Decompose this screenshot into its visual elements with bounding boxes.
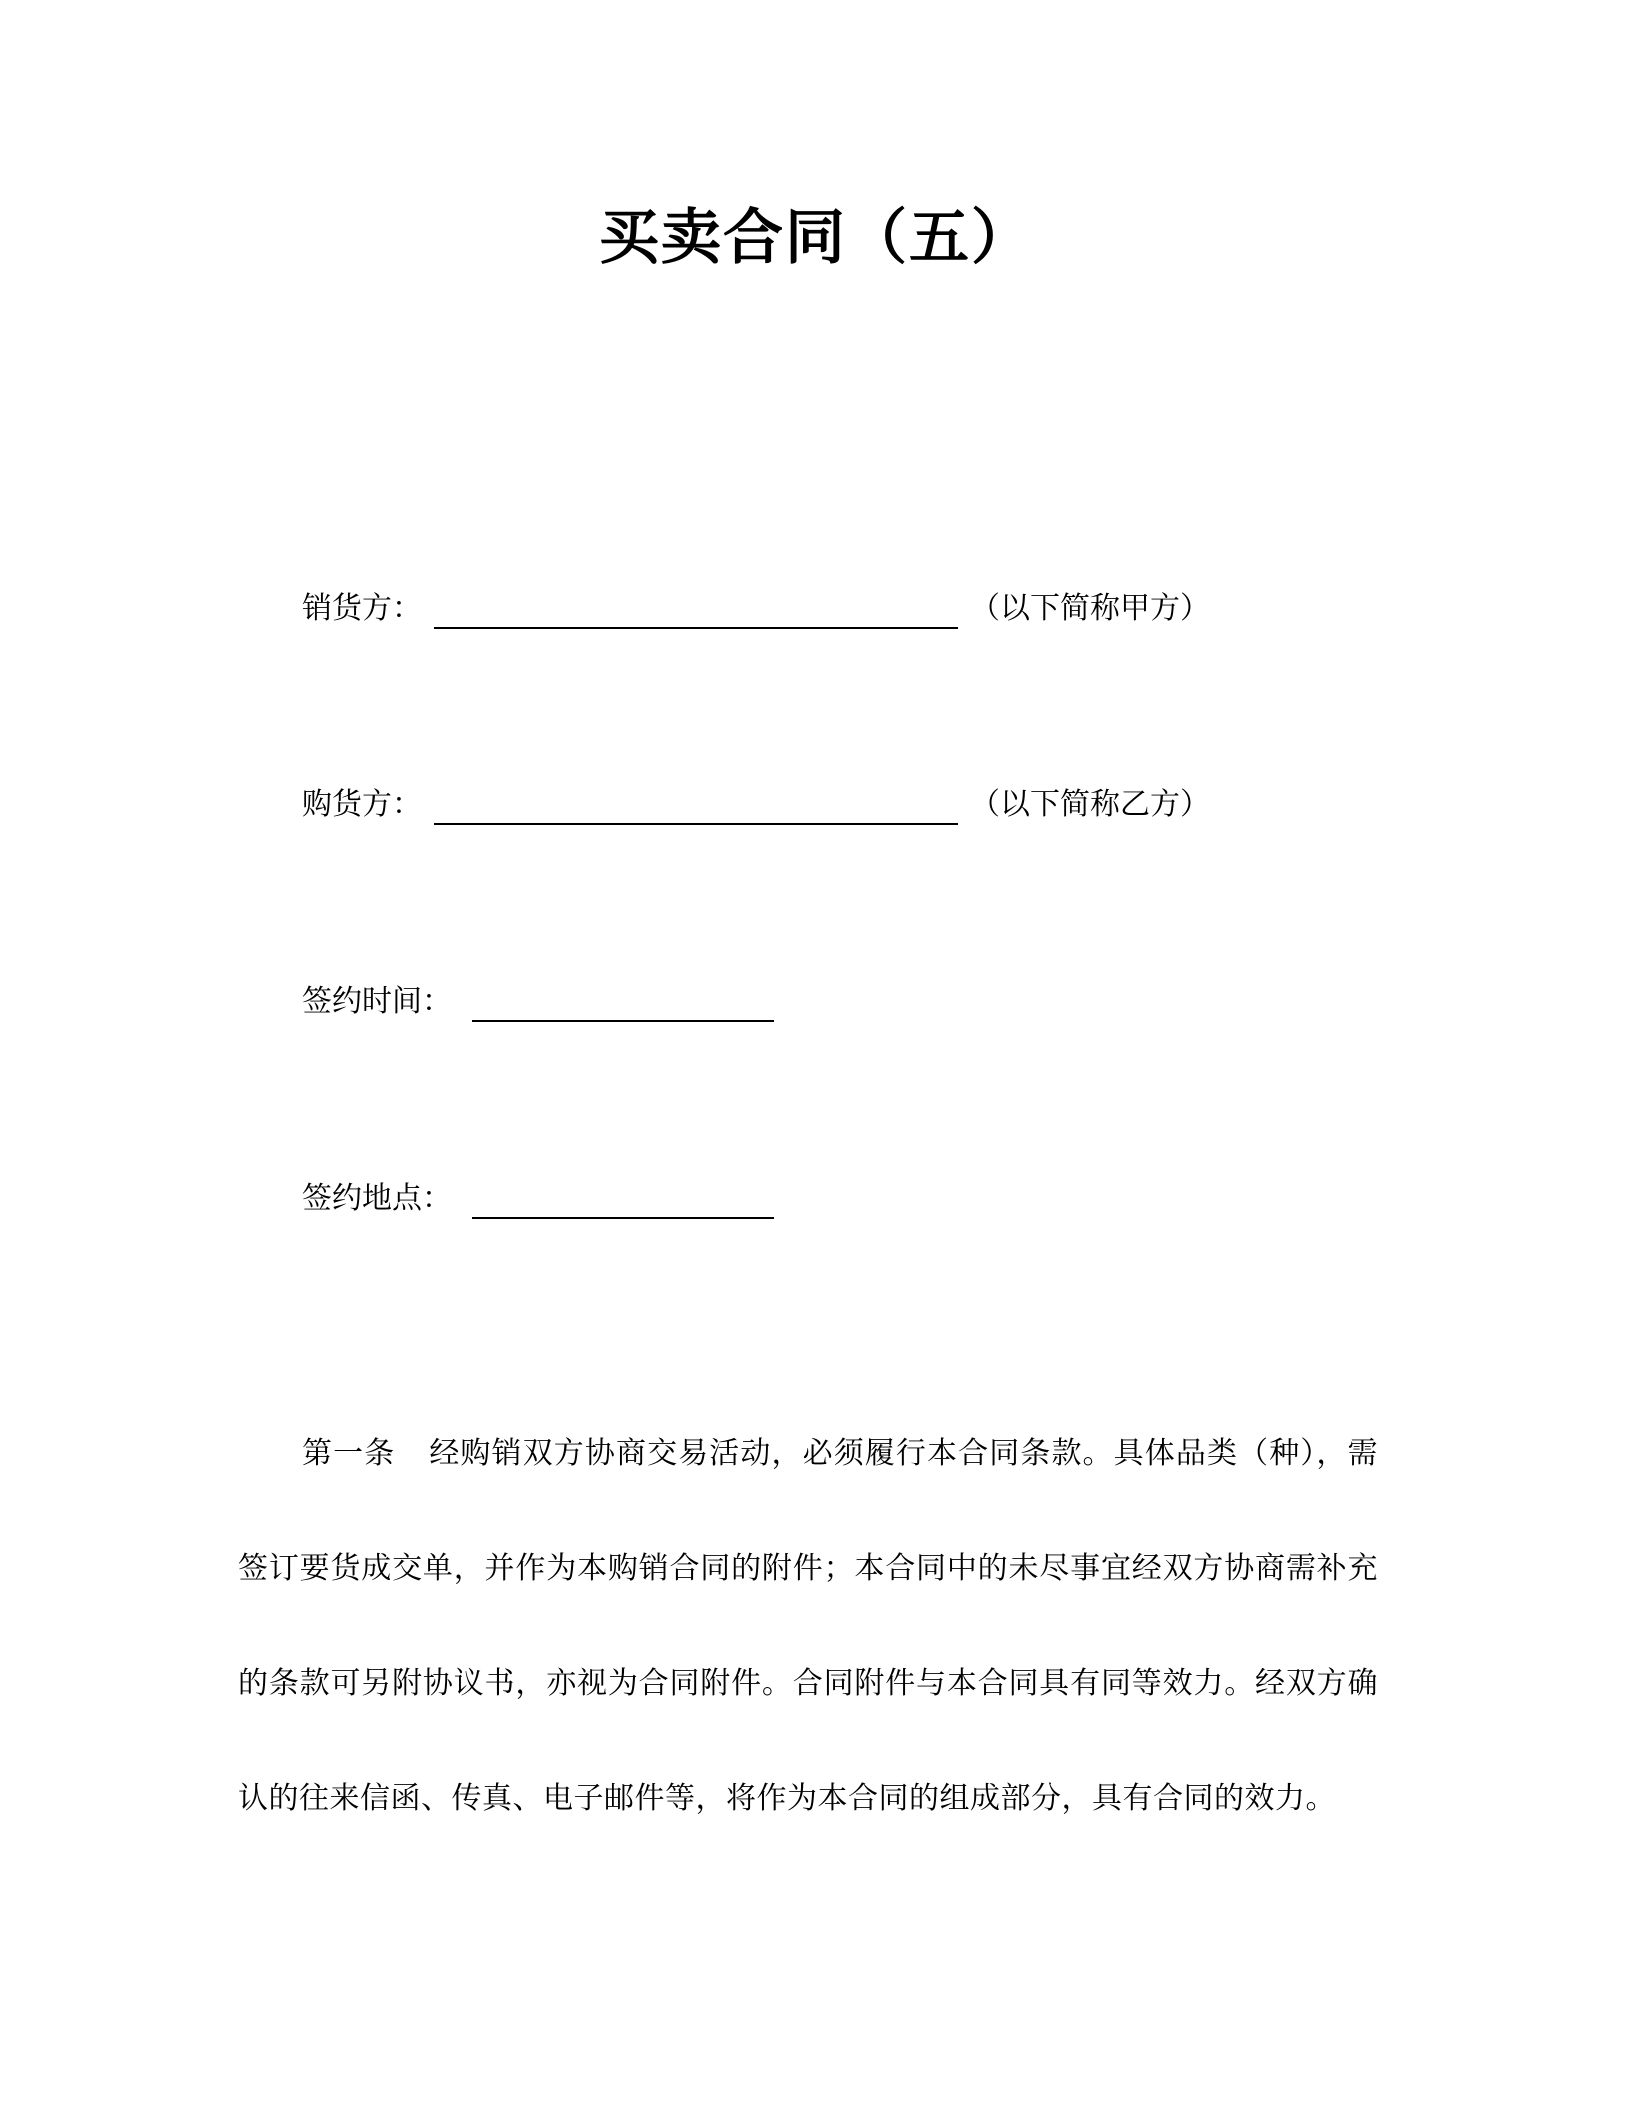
signing-time-label: 签约时间： [302, 984, 452, 1019]
seller-suffix: （以下简称甲方） [970, 591, 1210, 626]
seller-label: 销货方： [302, 591, 422, 626]
seller-field-row [302, 585, 1210, 629]
signing-place-blank-line[interactable] [472, 1181, 774, 1219]
article-1-number: 第一条 [302, 1436, 396, 1471]
seller-blank-line[interactable] [434, 591, 958, 629]
buyer-field-row [302, 781, 1210, 825]
signing-place-label: 签约地点： [302, 1181, 452, 1216]
signing-time-blank-line[interactable] [472, 984, 774, 1022]
article-1-paragraph [238, 1396, 1378, 1856]
article-1-text: 经购销双方协商交易活动，必须履行本合同条款。具体品类（种），需签订要货成交单，并作为本购销合同的附件；本合同中的未尽事宜经双方协商需补充的条款可另附协议书，亦视为合同附件。合同附件与本合同具有同等效力。经双方确认的往来信函、传真、电子邮件等，将作为本合同的组成部分，具有合同的效力。 [238, 1436, 1379, 1816]
buyer-blank-line[interactable] [434, 787, 958, 825]
buyer-suffix: （以下简称乙方） [970, 787, 1210, 822]
signing-time-field-row [302, 978, 786, 1022]
buyer-label: 购货方： [302, 787, 422, 822]
document-title: 买卖合同（五） [599, 203, 1033, 273]
signing-place-field-row [302, 1175, 786, 1219]
